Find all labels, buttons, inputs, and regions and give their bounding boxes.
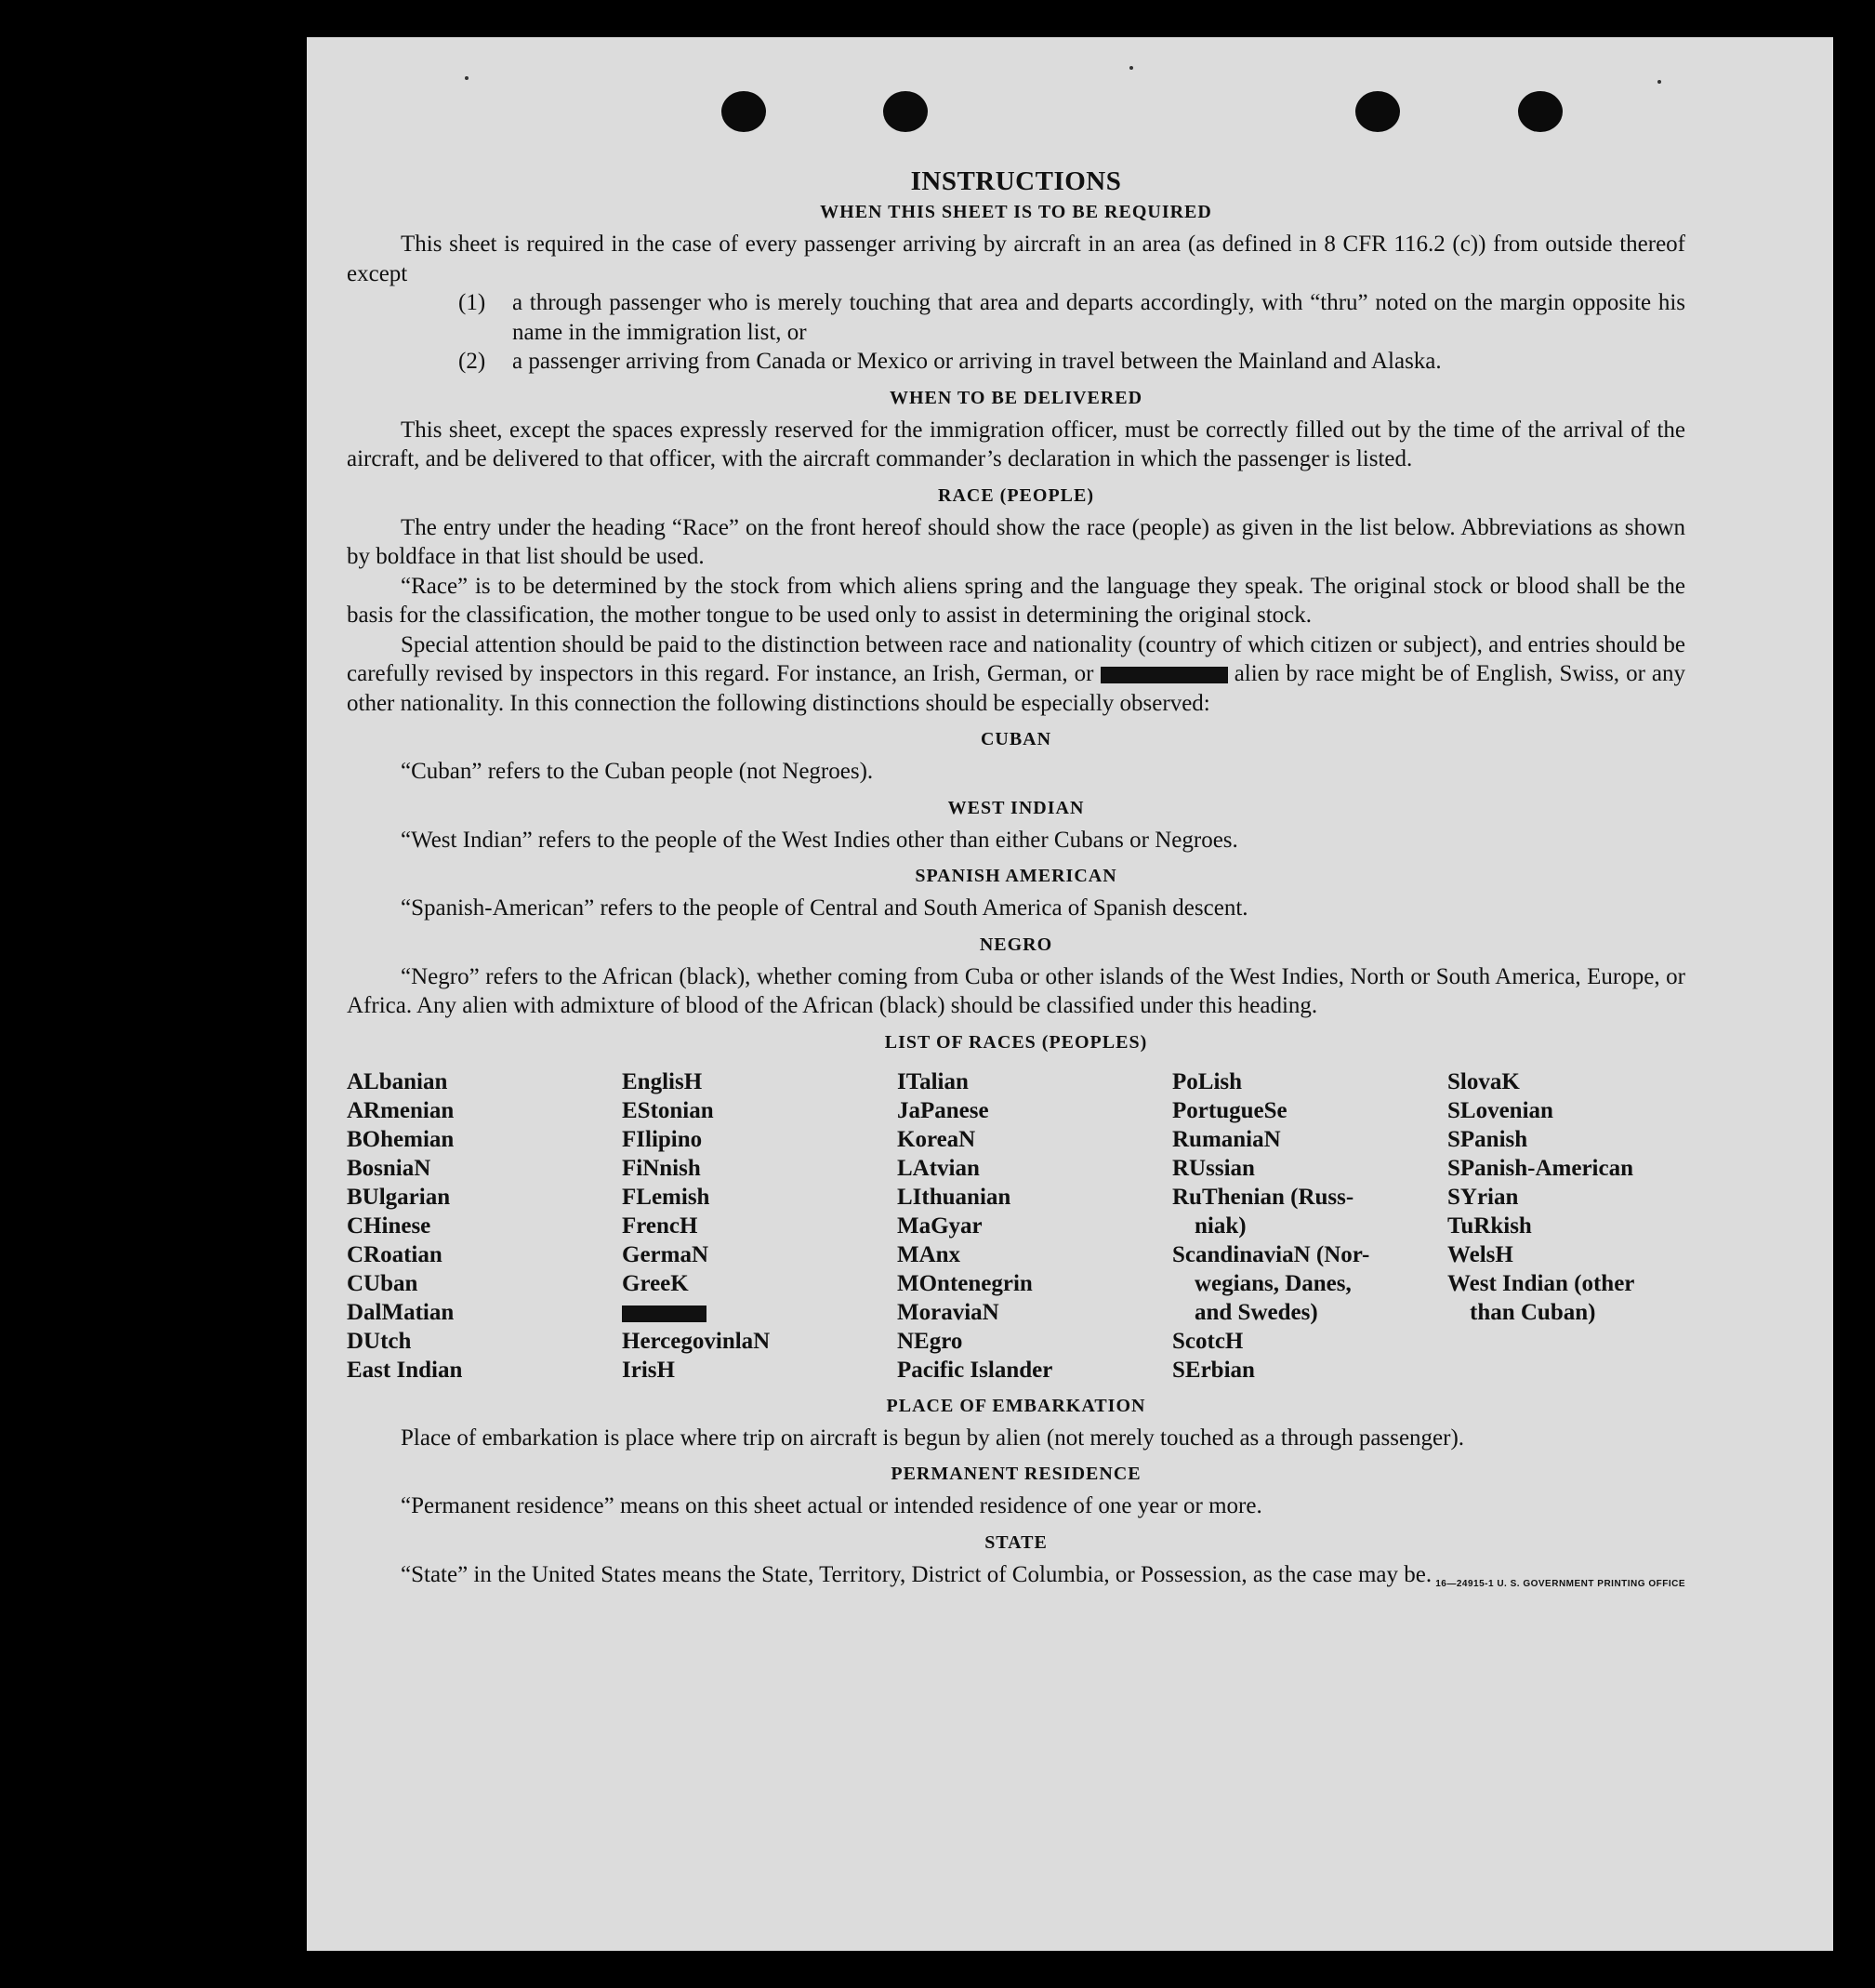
punch-hole xyxy=(721,91,766,132)
race-item: SErbian xyxy=(1172,1357,1255,1383)
list-item xyxy=(458,288,1685,347)
race-item: West Indian (other xyxy=(1447,1270,1635,1296)
race-item: IrisH xyxy=(622,1357,675,1383)
section-heading: STATE xyxy=(984,1531,1048,1553)
speck xyxy=(465,76,469,80)
race-item: SPanish xyxy=(1447,1126,1528,1152)
race-item: BosniaN xyxy=(347,1155,431,1181)
race-item-continued: than Cuban) xyxy=(1470,1299,1596,1325)
paragraph: “Permanent residence” means on this sheet actual or intended residence of one year or more. xyxy=(401,1493,1262,1518)
race-item: MaGyar xyxy=(897,1213,983,1239)
paragraph-part: alien by race might be of English, Swiss, or any other nationality. In this connection the following distinctions should be especially observed: xyxy=(347,661,1686,716)
speck xyxy=(1129,66,1133,70)
race-column xyxy=(622,1067,897,1385)
race-column xyxy=(1172,1067,1447,1385)
race-item: SlovaK xyxy=(1447,1068,1520,1094)
race-column xyxy=(1447,1067,1685,1385)
page-title: INSTRUCTIONS xyxy=(910,166,1122,196)
struck-word xyxy=(1101,667,1228,683)
paragraph: “Spanish-American” refers to the people of Central and South America of Spanish descent. xyxy=(401,895,1248,921)
paragraph: “Cuban” refers to the Cuban people (not Negroes). xyxy=(401,759,874,784)
race-item: ITalian xyxy=(897,1068,969,1094)
race-item: NEgro xyxy=(897,1328,963,1354)
race-item: KoreaN xyxy=(897,1126,976,1152)
race-item-continued: niak) xyxy=(1195,1213,1247,1239)
paragraph: Place of embarkation is place where trip on aircraft is begun by alien (not merely touched as a through passenger). xyxy=(401,1425,1465,1451)
race-item: DUtch xyxy=(347,1328,412,1354)
race-item: SLovenian xyxy=(1447,1097,1553,1123)
race-item: ScandinaviaN (Nor- xyxy=(1172,1241,1370,1267)
item-number: (1) xyxy=(458,290,486,315)
section-heading: PLACE OF EMBARKATION xyxy=(886,1395,1146,1416)
item-number: (2) xyxy=(458,349,486,374)
instructions-content xyxy=(347,163,1685,1593)
list-item xyxy=(458,347,1685,377)
race-item: FIlipino xyxy=(622,1126,703,1152)
race-item: BUlgarian xyxy=(347,1184,451,1210)
section-heading: RACE (PEOPLE) xyxy=(938,484,1094,506)
race-item: ALbanian xyxy=(347,1068,448,1094)
race-item: EnglisH xyxy=(622,1068,703,1094)
section-heading: WHEN THIS SHEET IS TO BE REQUIRED xyxy=(820,202,1212,222)
punch-hole xyxy=(1518,91,1563,132)
printing-office-code: 16—24915-1 U. S. GOVERNMENT PRINTING OFFICE xyxy=(1435,1578,1685,1589)
race-item: East Indian xyxy=(347,1357,463,1383)
paragraph: “Negro” refers to the African (black), whether coming from Cuba or other islands of the West Indies, North or South America, Europe, or Africa. Any alien with admixture of blood of the African (black) should be classified under this heading. xyxy=(347,963,1685,1018)
paragraph: “West Indian” refers to the people of the West Indies other than either Cubans or Negroes. xyxy=(401,827,1238,853)
footer-row xyxy=(347,1578,1685,1593)
race-item: CRoatian xyxy=(347,1241,442,1267)
race-item: JaPanese xyxy=(897,1097,989,1123)
section-heading: WEST INDIAN xyxy=(947,797,1085,818)
race-item: CHinese xyxy=(347,1213,431,1239)
punch-hole xyxy=(883,91,928,132)
race-item: MOntenegrin xyxy=(897,1270,1033,1296)
race-item: PortugueSe xyxy=(1172,1097,1287,1123)
race-item: DalMatian xyxy=(347,1299,455,1325)
race-item: Pacific Islander xyxy=(897,1357,1053,1383)
race-item: MAnx xyxy=(897,1241,961,1267)
paragraph: This sheet is required in the case of every passenger arriving by aircraft in an area (as defined in 8 CFR 116.2 (c)) from outside thereof except xyxy=(347,232,1685,286)
race-item: WelsH xyxy=(1447,1241,1513,1267)
race-item: SYrian xyxy=(1447,1184,1519,1210)
race-item: FiNnish xyxy=(622,1155,701,1181)
race-item: ScotcH xyxy=(1172,1328,1244,1354)
race-item: SPanish-American xyxy=(1447,1155,1633,1181)
paragraph: This sheet, except the spaces expressly reserved for the immigration officer, must be correctly filled out by the time of the arrival of the aircraft, and be delivered to that officer, with the aircraft commander’s declaration in which the passenger is listed. xyxy=(347,417,1685,471)
section-heading: WHEN TO BE DELIVERED xyxy=(889,387,1143,408)
section-heading: SPANISH AMERICAN xyxy=(915,866,1117,886)
document-sheet xyxy=(307,37,1833,1951)
race-item: FLemish xyxy=(622,1184,710,1210)
item-text: a through passenger who is merely touching that area and departs accordingly, with “thru” noted on the margin opposite his name in the immigration list, or xyxy=(512,290,1685,345)
race-item-continued: and Swedes) xyxy=(1195,1299,1318,1325)
race-item: RumaniaN xyxy=(1172,1126,1281,1152)
section-heading: PERMANENT RESIDENCE xyxy=(891,1464,1142,1484)
item-text: a passenger arriving from Canada or Mexico or arriving in travel between the Mainland and Alaska. xyxy=(512,349,1442,374)
race-list xyxy=(347,1067,1685,1385)
race-item-struck xyxy=(622,1298,897,1327)
paragraph: “State” in the United States means the State, Territory, District of Columbia, or Possession, as the case may be. xyxy=(401,1561,1433,1587)
section-heading: LIST OF RACES (PEOPLES) xyxy=(884,1031,1148,1053)
paragraph xyxy=(347,630,1685,719)
paragraph: The entry under the heading “Race” on the front hereof should show the race (people) as given in the list below. Abbreviations as shown by boldface in that list should be used. xyxy=(347,514,1685,569)
race-item: LAtvian xyxy=(897,1155,980,1181)
race-item: HercegovinlaN xyxy=(622,1328,771,1354)
race-item: GreeK xyxy=(622,1270,689,1296)
race-item: TuRkish xyxy=(1447,1213,1532,1239)
race-item-continued: wegians, Danes, xyxy=(1195,1270,1352,1296)
race-column xyxy=(347,1067,622,1385)
punch-hole xyxy=(1355,91,1400,132)
race-item: GermaN xyxy=(622,1241,709,1267)
section-heading: NEGRO xyxy=(979,934,1053,955)
paragraph: “Race” is to be determined by the stock from which aliens spring and the language they speak. The original stock or blood shall be the basis for the classification, the mother tongue to be used only to assist in determining the original stock. xyxy=(347,573,1685,628)
race-column xyxy=(897,1067,1172,1385)
race-item: RuThenian (Russ- xyxy=(1172,1184,1354,1210)
race-item: BOhemian xyxy=(347,1126,455,1152)
race-item: ARmenian xyxy=(347,1097,455,1123)
race-item: CUban xyxy=(347,1270,418,1296)
race-item: EStonian xyxy=(622,1097,714,1123)
race-item: MoraviaN xyxy=(897,1299,999,1325)
race-item: RUssian xyxy=(1172,1155,1255,1181)
race-item: PoLish xyxy=(1172,1068,1243,1094)
struck-word xyxy=(622,1305,706,1322)
speck xyxy=(1657,80,1661,84)
paragraph-part: Special attention should be paid to the distinction between race and nationality (country of which citizen or subject), and entries should be carefully revised by inspectors in this regard. For instance, an Irish, German, or xyxy=(347,631,1685,686)
race-item: FrencH xyxy=(622,1213,698,1239)
section-heading: CUBAN xyxy=(980,729,1052,749)
race-item: LIthuanian xyxy=(897,1184,1011,1210)
